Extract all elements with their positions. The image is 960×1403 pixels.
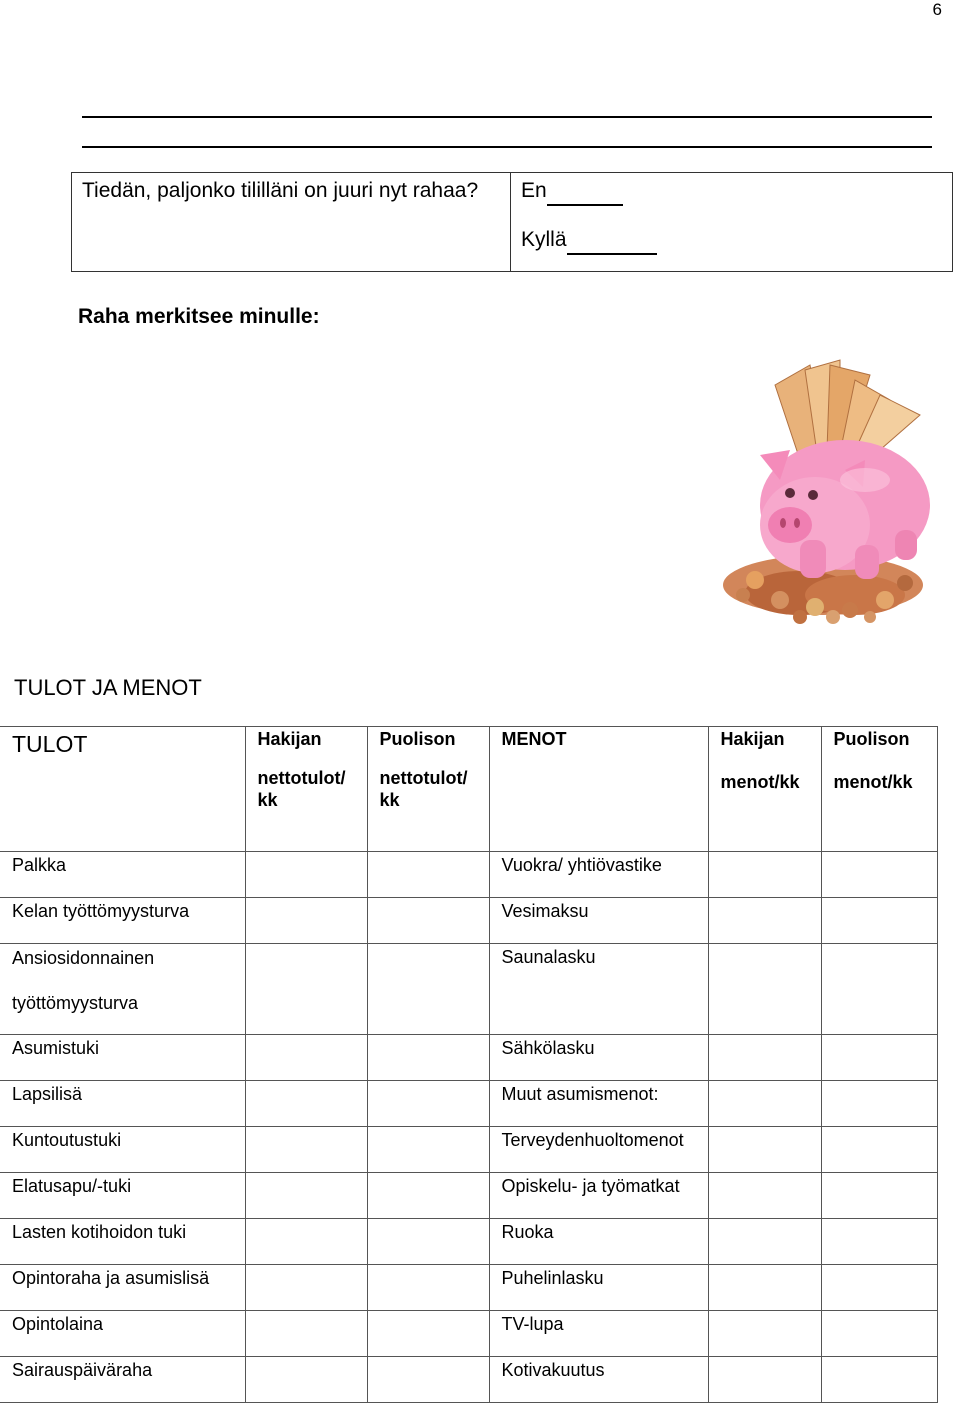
- spouse-expense-cell[interactable]: [821, 852, 937, 898]
- spouse-expense-cell[interactable]: [821, 1127, 937, 1173]
- applicant-income-cell[interactable]: [245, 944, 367, 1035]
- applicant-expense-cell[interactable]: [708, 898, 821, 944]
- answer-line-1[interactable]: [82, 116, 932, 118]
- income-label: Palkka: [0, 852, 245, 898]
- applicant-expense-cell[interactable]: [708, 1127, 821, 1173]
- applicant-expense-cell[interactable]: [708, 1035, 821, 1081]
- income-label: Kelan työttömyysturva: [0, 898, 245, 944]
- applicant-income-cell[interactable]: [245, 1035, 367, 1081]
- income-label: Elatusapu/-tuki: [0, 1173, 245, 1219]
- question-box: [71, 172, 953, 272]
- income-label: Lapsilisä: [0, 1081, 245, 1127]
- spouse-expense-cell[interactable]: [821, 1035, 937, 1081]
- option-no[interactable]: [521, 176, 942, 225]
- income-label: Lasten kotihoidon tuki: [0, 1219, 245, 1265]
- income-label: Asumistuki: [0, 1035, 245, 1081]
- expense-label: Puhelinlasku: [489, 1265, 708, 1311]
- spouse-income-cell[interactable]: [367, 944, 489, 1035]
- section-heading: TULOT JA MENOT: [14, 675, 202, 700]
- table-row: [0, 944, 937, 1035]
- applicant-income-cell[interactable]: [245, 1127, 367, 1173]
- spouse-expense-cell[interactable]: [821, 1219, 937, 1265]
- applicant-income-cell[interactable]: [245, 1357, 367, 1403]
- income-label: Ansiosidonnainen työttömyysturva: [0, 944, 245, 1035]
- table-row: [0, 1173, 937, 1219]
- expense-label: Muut asumismenot:: [489, 1081, 708, 1127]
- table-row: [0, 1081, 937, 1127]
- header-spouse-income: Puolison nettotulot/ kk: [367, 727, 489, 852]
- table-row: [0, 1357, 937, 1403]
- applicant-income-cell[interactable]: [245, 1173, 367, 1219]
- option-yes[interactable]: [521, 225, 942, 274]
- answer-line-2[interactable]: [82, 146, 932, 148]
- applicant-income-cell[interactable]: [245, 1081, 367, 1127]
- applicant-expense-cell[interactable]: [708, 852, 821, 898]
- table-header-row: [0, 727, 937, 852]
- question-text: Tiedän, paljonko tililläni on juuri nyt rahaa?: [72, 173, 511, 271]
- budget-table: [0, 726, 938, 1403]
- spouse-expense-cell[interactable]: [821, 898, 937, 944]
- expense-label: TV-lupa: [489, 1311, 708, 1357]
- applicant-expense-cell[interactable]: [708, 1311, 821, 1357]
- header-expenses: MENOT: [489, 727, 708, 852]
- spouse-income-cell[interactable]: [367, 1311, 489, 1357]
- expense-label: Saunalasku: [489, 944, 708, 1035]
- expense-label: Sähkölasku: [489, 1035, 708, 1081]
- spouse-income-cell[interactable]: [367, 852, 489, 898]
- expense-label: Ruoka: [489, 1219, 708, 1265]
- applicant-expense-cell[interactable]: [708, 944, 821, 1035]
- option-yes-blank[interactable]: [567, 231, 657, 255]
- header-income: TULOT: [0, 727, 245, 852]
- table-row: [0, 1035, 937, 1081]
- expense-label: Kotivakuutus: [489, 1357, 708, 1403]
- option-yes-label: Kyllä: [521, 228, 567, 251]
- expense-label: Terveydenhuoltomenot: [489, 1127, 708, 1173]
- page-number: 6: [932, 0, 942, 19]
- expense-label: Opiskelu- ja työmatkat: [489, 1173, 708, 1219]
- header-applicant-income: Hakijan nettotulot/ kk: [245, 727, 367, 852]
- spouse-expense-cell[interactable]: [821, 1311, 937, 1357]
- applicant-expense-cell[interactable]: [708, 1357, 821, 1403]
- income-label: Kuntoutustuki: [0, 1127, 245, 1173]
- spouse-income-cell[interactable]: [367, 1173, 489, 1219]
- piggy-bank-icon: [705, 355, 935, 630]
- spouse-income-cell[interactable]: [367, 1081, 489, 1127]
- option-no-label: En: [521, 179, 547, 202]
- table-row: [0, 1311, 937, 1357]
- spouse-income-cell[interactable]: [367, 1035, 489, 1081]
- applicant-expense-cell[interactable]: [708, 1219, 821, 1265]
- header-spouse-expense: Puolison menot/kk: [821, 727, 937, 852]
- applicant-income-cell[interactable]: [245, 1311, 367, 1357]
- applicant-income-cell[interactable]: [245, 898, 367, 944]
- table-row: [0, 852, 937, 898]
- expense-label: Vuokra/ yhtiövastike: [489, 852, 708, 898]
- spouse-expense-cell[interactable]: [821, 1357, 937, 1403]
- income-label: Opintolaina: [0, 1311, 245, 1357]
- spouse-income-cell[interactable]: [367, 1219, 489, 1265]
- spouse-expense-cell[interactable]: [821, 1173, 937, 1219]
- option-no-blank[interactable]: [547, 182, 623, 206]
- spouse-expense-cell[interactable]: [821, 944, 937, 1035]
- answer-options: [511, 173, 952, 271]
- header-applicant-expense: Hakijan menot/kk: [708, 727, 821, 852]
- spouse-expense-cell[interactable]: [821, 1081, 937, 1127]
- applicant-expense-cell[interactable]: [708, 1081, 821, 1127]
- applicant-income-cell[interactable]: [245, 1265, 367, 1311]
- table-row: [0, 1265, 937, 1311]
- expense-label: Vesimaksu: [489, 898, 708, 944]
- spouse-income-cell[interactable]: [367, 898, 489, 944]
- applicant-income-cell[interactable]: [245, 852, 367, 898]
- applicant-expense-cell[interactable]: [708, 1265, 821, 1311]
- applicant-expense-cell[interactable]: [708, 1173, 821, 1219]
- table-row: [0, 1219, 937, 1265]
- spouse-income-cell[interactable]: [367, 1357, 489, 1403]
- money-means-label: Raha merkitsee minulle:: [78, 305, 320, 328]
- table-row: [0, 1127, 937, 1173]
- spouse-expense-cell[interactable]: [821, 1265, 937, 1311]
- income-label: Opintoraha ja asumislisä: [0, 1265, 245, 1311]
- spouse-income-cell[interactable]: [367, 1265, 489, 1311]
- spouse-income-cell[interactable]: [367, 1127, 489, 1173]
- applicant-income-cell[interactable]: [245, 1219, 367, 1265]
- income-label: Sairauspäiväraha: [0, 1357, 245, 1403]
- pig-icon: [760, 440, 930, 579]
